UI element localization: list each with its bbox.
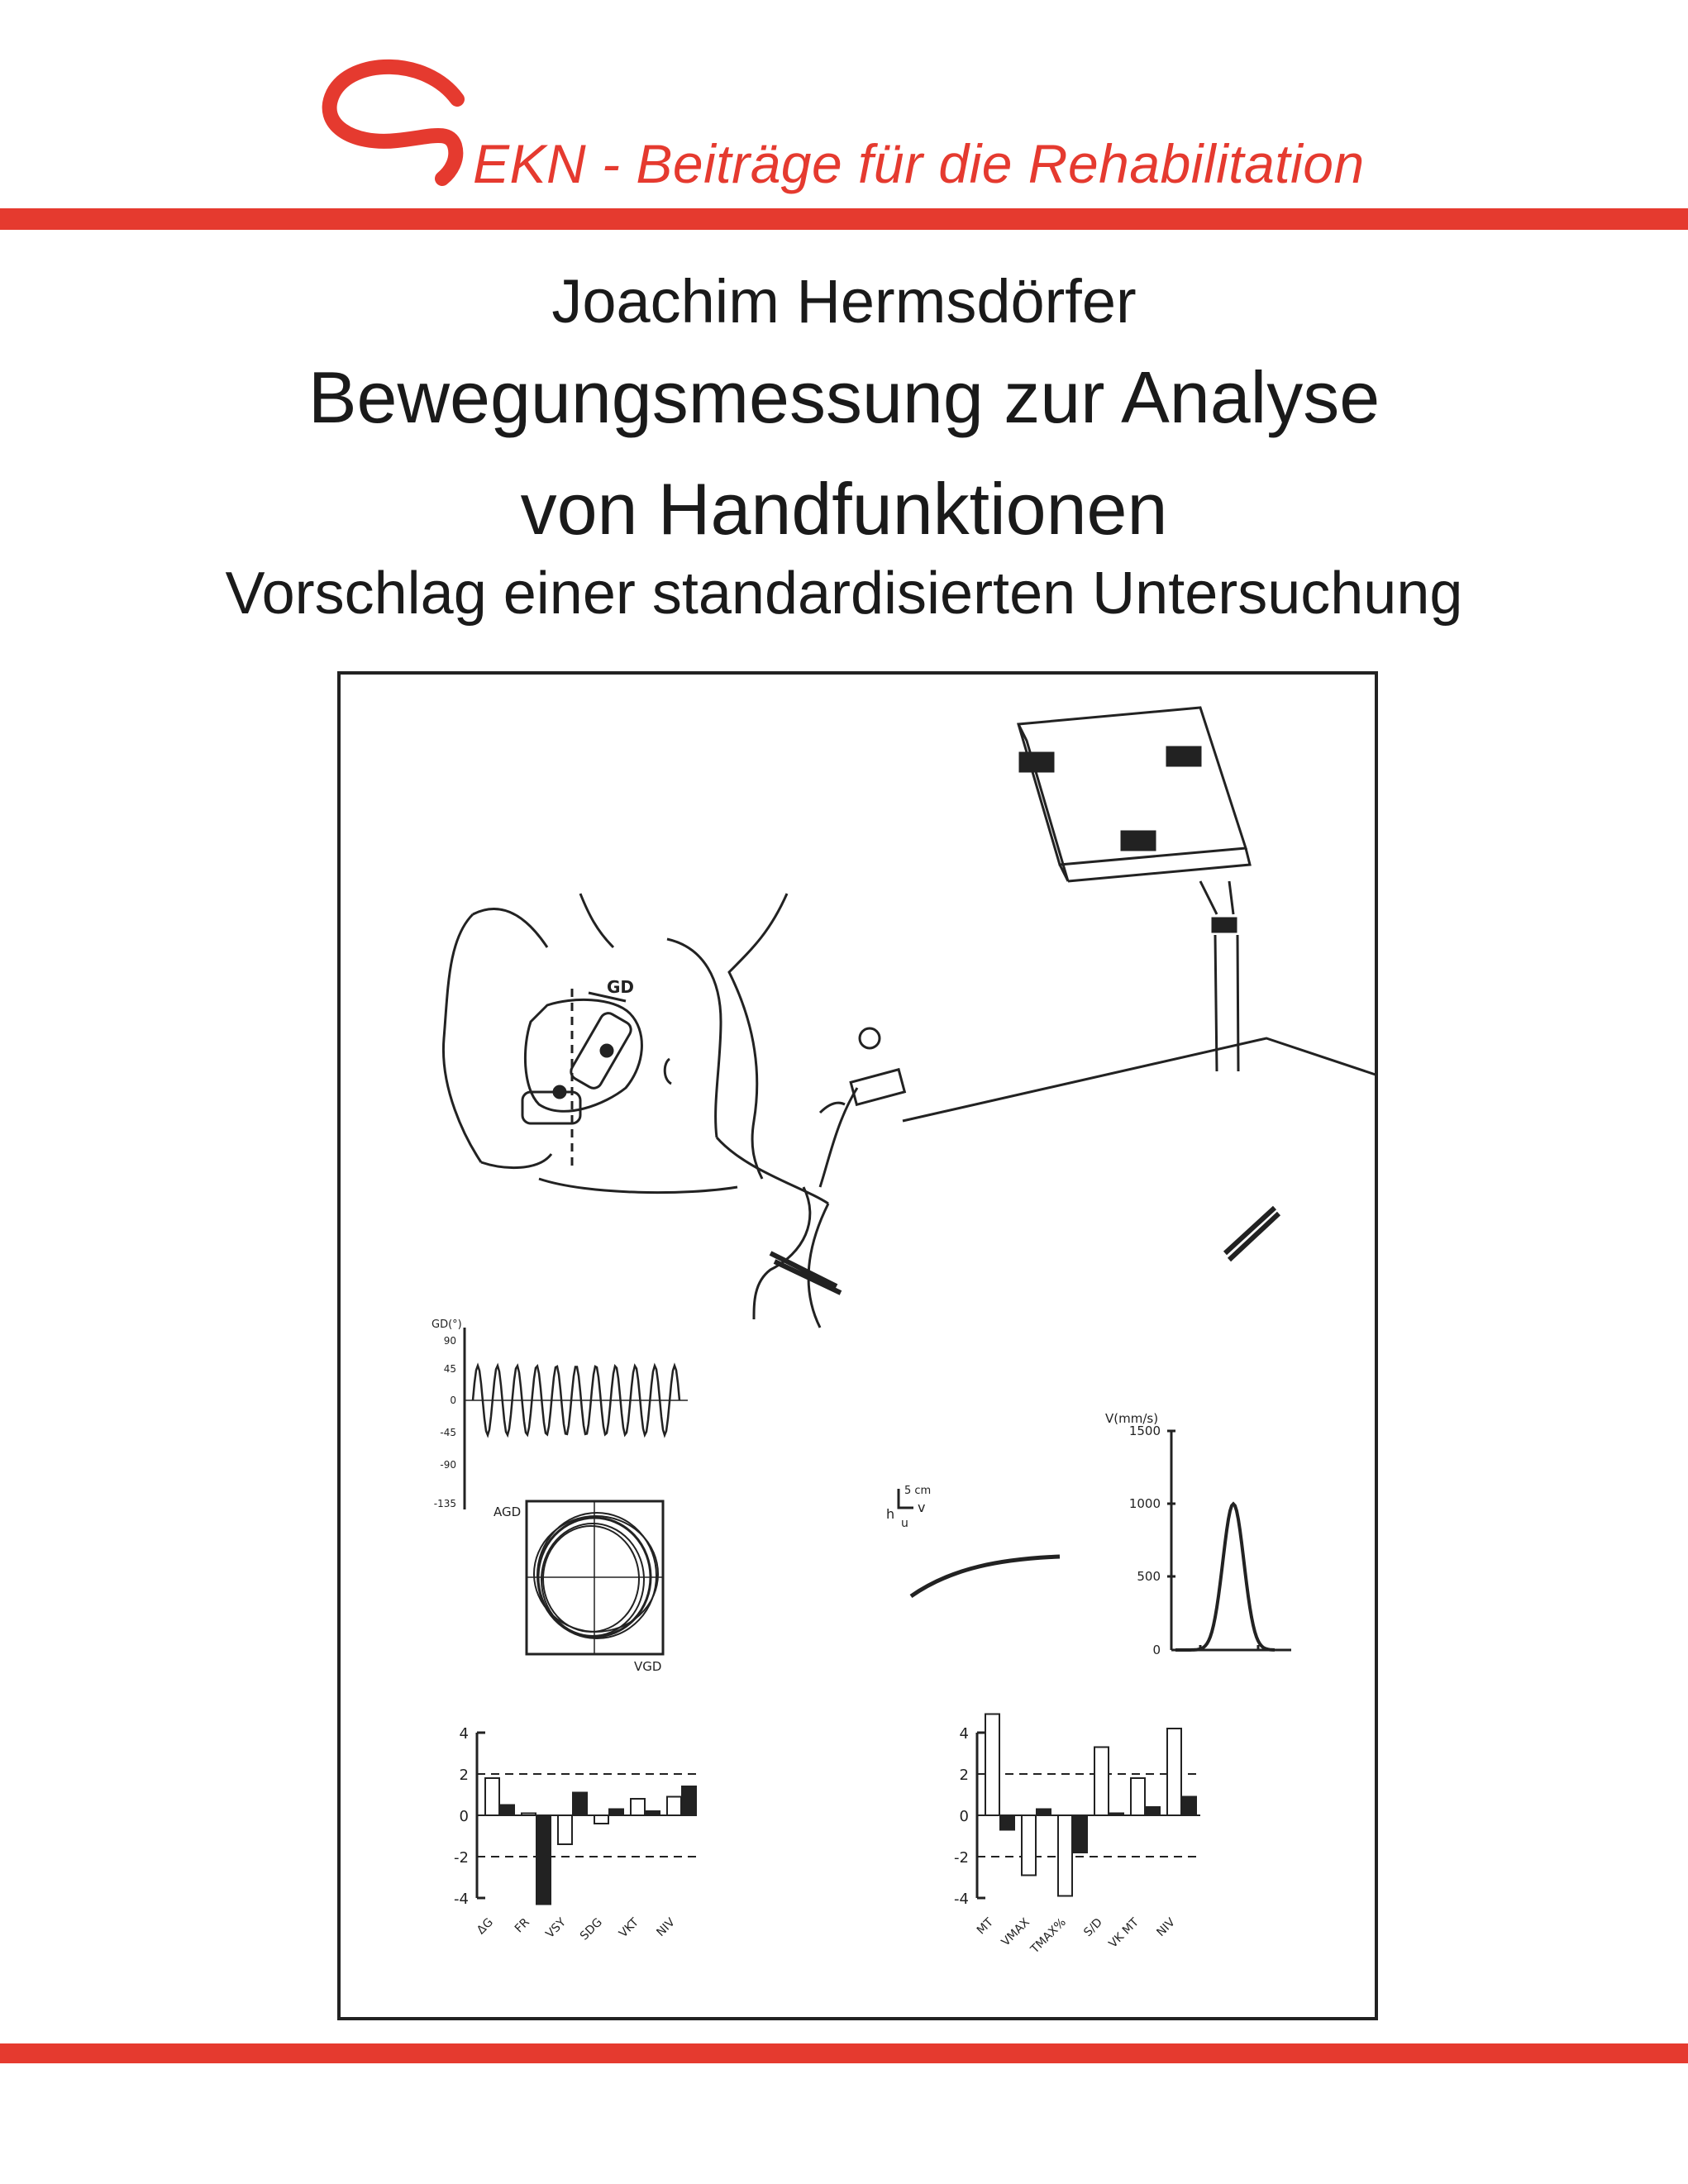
velocity-ytick: 1500 [1128,1423,1161,1438]
bar-category-label: VSY [543,1915,569,1941]
bar-filled [1182,1797,1196,1816]
velocity-ytick: 1000 [1128,1496,1161,1511]
gd-plot-ylabel: GD(°) [432,1319,462,1331]
cover-figure [337,671,1378,2020]
bar-open [667,1797,681,1816]
bar-category-label: VMAX [999,1915,1032,1949]
bar-category-label: S/D [1081,1915,1105,1940]
gd-ytick: 45 [443,1363,456,1375]
gd-ytick: 90 [443,1335,456,1347]
phase-xlabel: VGD [634,1659,662,1674]
footer-divider [0,2043,1688,2063]
header-divider [0,208,1688,230]
hand-illustration [443,894,787,1193]
bar-open [522,1814,536,1816]
bars-left-ytick: -2 [454,1849,469,1867]
bar-filled [682,1786,696,1815]
bars-left-ytick: 0 [459,1808,469,1825]
gd-plot-axes [465,1328,688,1509]
bar-category-label: VK MT [1106,1915,1142,1951]
bar-filled [1073,1815,1087,1853]
gd-ytick: -135 [433,1498,456,1509]
velocity-series [1175,1504,1275,1650]
book-subtitle: Vorschlag einer standardisierten Untersuchung [225,560,1463,627]
phase-plot [527,1501,663,1654]
bars-left-ytick: 2 [459,1767,469,1784]
bar-filled [646,1811,660,1815]
bars-right-ytick: -2 [954,1849,969,1867]
velocity-ytick: 500 [1137,1569,1161,1584]
book-title-line1: Bewegungsmessung zur Analyse [308,356,1380,438]
gd-ytick: -90 [440,1459,456,1471]
velocity-plot-axes [1167,1431,1291,1650]
bar-open [1058,1815,1072,1896]
trajectory-u-label: u [901,1517,908,1530]
bar-category-label: SDG [577,1915,605,1943]
bar-filled [500,1805,514,1816]
bar-category-label: NIV [1154,1915,1178,1939]
bar-open [1167,1729,1181,1815]
measurement-setup-illustration [665,708,1375,1328]
bars-left-ytick: -4 [454,1891,469,1908]
bars-left-ytick: 4 [459,1725,469,1743]
bar-open [485,1778,499,1815]
bars-right-ytick: -4 [954,1891,969,1908]
trajectory-h-label: h [886,1506,895,1522]
trajectory-v-label: v [918,1500,926,1515]
bar-open [1022,1815,1036,1876]
phase-ylabel: AGD [494,1504,522,1519]
book-title-line2: von Handfunktionen [520,468,1168,550]
author-name: Joachim Hermsdörfer [551,267,1137,336]
bar-open [1094,1748,1109,1816]
series-title: EKN - Beiträge für die Rehabilitation [473,133,1365,194]
figure-illustration [341,675,1375,2017]
bar-filled [1037,1810,1051,1816]
bar-category-label: TMAX% [1028,1915,1069,1957]
bar-filled [609,1810,623,1816]
bar-category-label: VKT [616,1915,641,1941]
bar-open [1131,1778,1145,1815]
bar-open [594,1815,608,1824]
bar-category-label: FR [512,1915,532,1936]
bar-filled [536,1815,551,1905]
bar-filled [1109,1814,1123,1816]
ekn-logo [318,48,467,188]
bar-category-label: MT [974,1915,996,1938]
hand-gd-label: GD [607,977,635,997]
gd-ytick: 0 [450,1395,456,1406]
bars-right-series [985,1714,1196,1896]
bar-open [558,1815,572,1844]
bars-right-ytick: 2 [959,1767,969,1784]
bars-left-series [485,1778,696,1905]
velocity-ytick: 0 [1152,1643,1161,1657]
gd-ytick: -45 [440,1427,456,1438]
bar-filled [573,1793,587,1816]
bars-right-ytick: 4 [959,1725,969,1743]
velocity-ylabel: V(mm/s) [1105,1411,1159,1426]
bars-right-ytick: 0 [959,1808,969,1825]
bar-open [631,1799,645,1815]
bar-category-label: ΔG [474,1915,496,1938]
bar-category-label: NIV [654,1915,678,1939]
bar-filled [1000,1815,1014,1830]
bar-open [985,1714,999,1816]
bar-filled [1146,1807,1160,1815]
trajectory-scale-label: 5 cm [904,1485,932,1497]
